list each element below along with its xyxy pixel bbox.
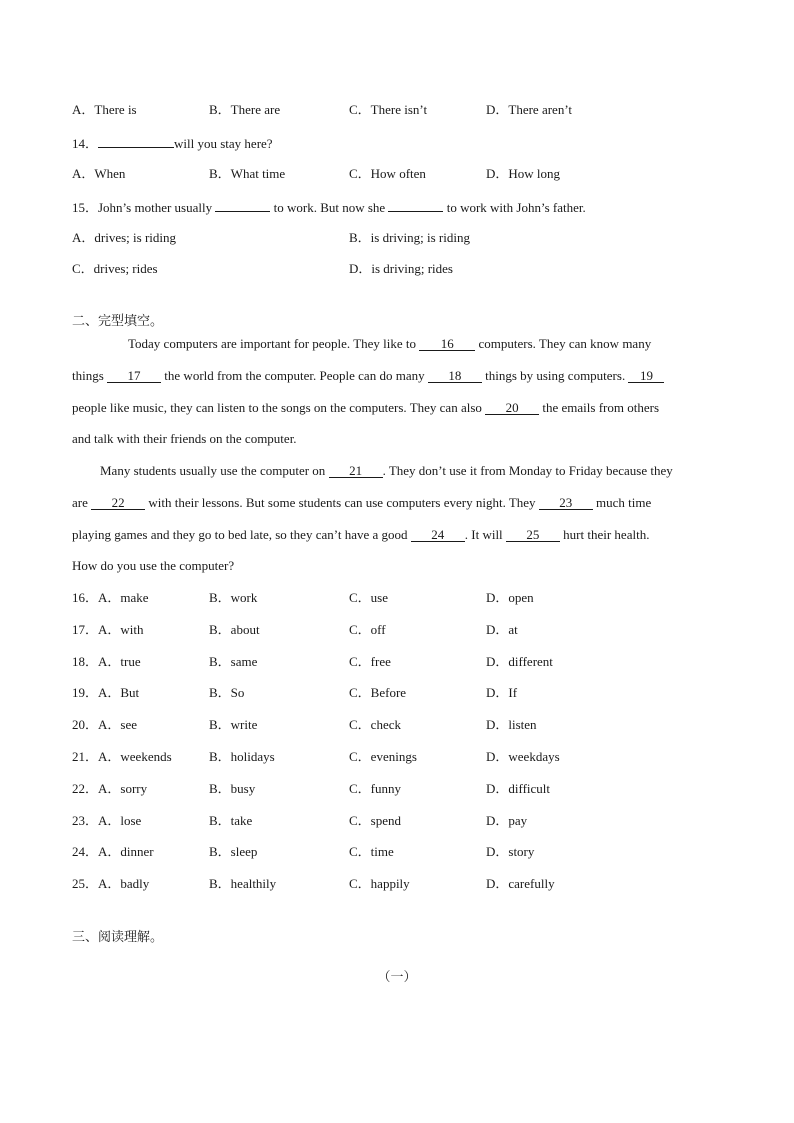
passage-text: are [72, 495, 88, 510]
passage-text: . They don’t use it from Monday to Friday because they [382, 463, 673, 478]
cloze-option-d: D．different [486, 654, 553, 669]
cloze-option-c: C．off [349, 622, 386, 637]
q14-number: 14． [72, 136, 99, 151]
blank-21: 21 [329, 464, 383, 478]
q15-blank-1 [215, 198, 270, 212]
q15-option-a: A．drives; is riding [72, 230, 176, 245]
cloze-option-a: 23．A．lose [72, 813, 142, 828]
cloze-option-a: 18．A．true [72, 654, 141, 669]
cloze-option-b: B．holidays [209, 749, 275, 764]
cloze-option-d: D．at [486, 622, 518, 637]
q14-option-d: D．How long [486, 166, 561, 181]
passage-line-6 [72, 495, 724, 511]
q15-option-c: C．drives; rides [72, 261, 158, 276]
blank-19: 19 [628, 369, 664, 383]
cloze-option-b: B．about [209, 622, 260, 637]
blank-20: 20 [485, 401, 539, 415]
blank-25: 25 [506, 528, 560, 542]
blank-16: 16 [419, 337, 475, 351]
cloze-option-d: D．If [486, 685, 518, 700]
q13-option-c: C．There isn’t [349, 102, 428, 117]
question-14 [72, 134, 273, 152]
cloze-option-b: B．take [209, 813, 253, 828]
cloze-option-c: C．free [349, 654, 391, 669]
subsection-label: （一） [377, 970, 417, 985]
cloze-option-d: D．difficult [486, 781, 551, 796]
question-15 [72, 198, 586, 216]
cloze-option-b: B．healthily [209, 876, 277, 891]
passage-text: the world from the computer. People can do many [164, 368, 425, 383]
cloze-option-d: D．weekdays [486, 749, 560, 764]
cloze-option-a: 20．A．see [72, 717, 137, 732]
blank-17: 17 [107, 369, 161, 383]
passage-text: . It will [464, 527, 503, 542]
passage-text: hurt their health. [563, 527, 650, 542]
passage-line-2 [72, 368, 724, 384]
passage-text: people like music, they can listen to the songs on the computers. They can also [72, 400, 482, 415]
cloze-option-b: B．busy [209, 781, 256, 796]
q13-option-a: A．There is [72, 102, 137, 117]
q14-option-c: C．How often [349, 166, 426, 181]
cloze-option-a: 19．A．But [72, 685, 140, 700]
cloze-option-c: C．Before [349, 685, 407, 700]
q14-option-b: B．What time [209, 166, 286, 181]
q13-option-d: D．There aren’t [486, 102, 573, 117]
blank-23: 23 [539, 496, 593, 510]
passage-line-4: and talk with their friends on the computer. [72, 431, 297, 446]
section-3-title: 三、阅读理解。 [72, 930, 164, 945]
passage-text: much time [596, 495, 652, 510]
cloze-option-a: 16．A．make [72, 590, 149, 605]
cloze-option-c: C．happily [349, 876, 410, 891]
passage-line-1 [128, 336, 780, 352]
cloze-option-c: C．funny [349, 781, 402, 796]
cloze-option-c: C．use [349, 590, 389, 605]
passage-text: playing games and they go to bed late, so they can’t have a good [72, 527, 408, 542]
q15-option-b: B．is driving; is riding [349, 230, 470, 245]
cloze-option-d: D．story [486, 844, 535, 859]
q14-blank [98, 134, 174, 148]
q15-blank-2 [388, 198, 443, 212]
passage-line-5 [100, 463, 752, 479]
section-2-title: 二、完型填空。 [72, 314, 164, 329]
passage-line-7 [72, 527, 724, 543]
passage-text: Today computers are important for people. They like to [128, 336, 417, 351]
passage-text: computers. They can know many [478, 336, 652, 351]
blank-22: 22 [91, 496, 145, 510]
cloze-option-c: C．spend [349, 813, 402, 828]
cloze-option-d: D．open [486, 590, 534, 605]
q15-text-end: to work with John’s father. [446, 200, 586, 215]
cloze-option-c: C．time [349, 844, 394, 859]
passage-text: things [72, 368, 104, 383]
cloze-option-b: B．same [209, 654, 258, 669]
q14-text: will you stay here? [174, 136, 273, 151]
cloze-option-a: 25．A．badly [72, 876, 150, 891]
cloze-option-d: D．carefully [486, 876, 555, 891]
q13-option-b: B．There are [209, 102, 281, 117]
q15-text-mid: to work. But now she [273, 200, 386, 215]
cloze-option-b: B．write [209, 717, 258, 732]
passage-line-8: How do you use the computer? [72, 558, 235, 573]
cloze-option-d: D．pay [486, 813, 528, 828]
passage-line-3 [72, 400, 724, 416]
cloze-option-d: D．listen [486, 717, 537, 732]
q15-option-d: D．is driving; rides [349, 261, 453, 276]
cloze-option-b: B．So [209, 685, 245, 700]
cloze-option-b: B．work [209, 590, 258, 605]
q15-text-start: 15．John’s mother usually [72, 200, 213, 215]
cloze-option-a: 21．A．weekends [72, 749, 172, 764]
q14-option-a: A．When [72, 166, 126, 181]
passage-text: with their lessons. But some students can use computers every night. They [148, 495, 536, 510]
passage-text: things by using computers. [485, 368, 626, 383]
cloze-option-c: C．evenings [349, 749, 417, 764]
cloze-option-b: B．sleep [209, 844, 258, 859]
cloze-option-c: C．check [349, 717, 401, 732]
blank-18: 18 [428, 369, 482, 383]
cloze-option-a: 22．A．sorry [72, 781, 148, 796]
passage-text: the emails from others [542, 400, 659, 415]
passage-text: Many students usually use the computer on [100, 463, 326, 478]
cloze-option-a: 17．A．with [72, 622, 144, 637]
cloze-option-a: 24．A．dinner [72, 844, 154, 859]
blank-24: 24 [411, 528, 465, 542]
